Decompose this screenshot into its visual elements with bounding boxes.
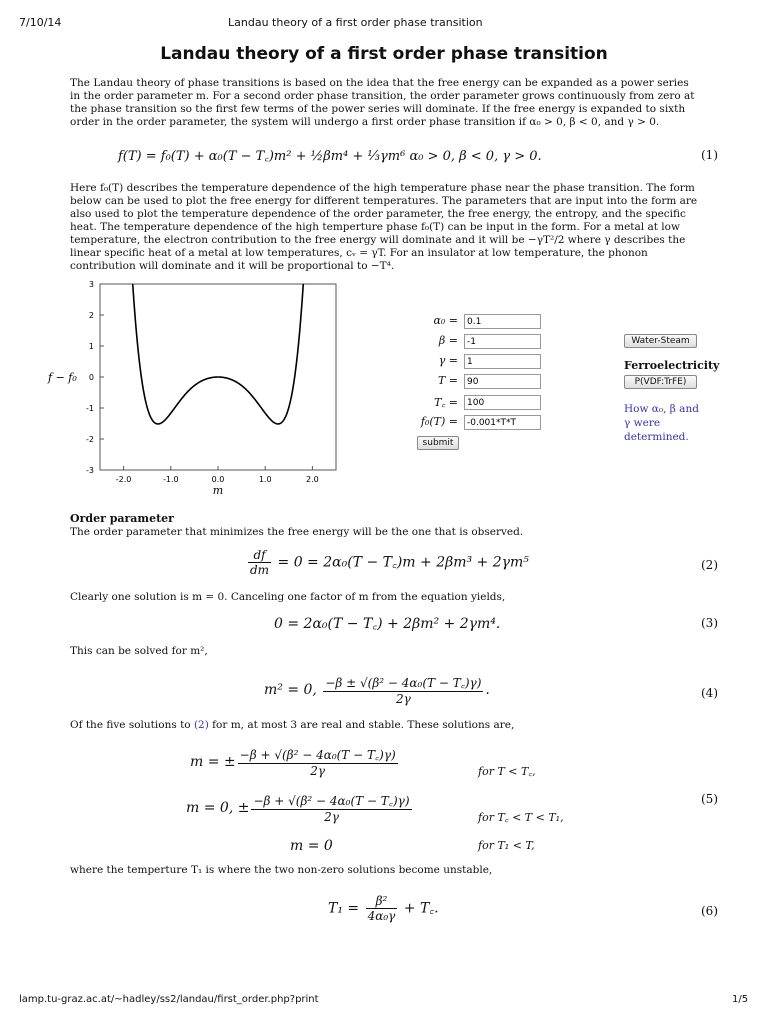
form-row-label: f₀(T) = <box>420 415 458 428</box>
form-row-label: T = <box>437 374 458 387</box>
equation-5-cond-1: for T < T꜀, <box>478 765 536 778</box>
form-row-label: β = <box>438 334 458 347</box>
equation-4-fraction: $\frac{\text{−β ± √(β² − 4α₀(T − T꜀)γ)}}{2\gamma}$ <box>325 676 482 706</box>
ferroelectricity-heading: Ferroelectricity <box>624 359 720 372</box>
form-row <box>410 395 570 411</box>
x-axis-label: m <box>212 484 224 497</box>
equation-6-left: T₁ = <box>328 900 360 917</box>
order-paragraph-5: where the temperture T₁ is where the two non-zero solutions become unstable, <box>70 864 493 876</box>
form-row <box>410 314 570 330</box>
equation-5-cond-3: for T₁ < T, <box>478 839 535 852</box>
equation-1-body: f(T) = f₀(T) + α₀(T − T꜀)m² + ½βm⁴ + ⅓γm⁶ α₀ > 0, β < 0, γ > 0. <box>118 149 542 164</box>
free-energy-chart <box>40 278 340 500</box>
form-row-input[interactable] <box>464 374 541 389</box>
form-row-input[interactable] <box>464 334 541 349</box>
order-paragraph-1: The order parameter that minimizes the free energy will be the one that is observed. <box>70 526 524 538</box>
y-tick-label: -2 <box>86 435 94 444</box>
form-row-label: α₀ = <box>433 314 458 327</box>
pvdf-button[interactable]: P(VDF:TrFE) <box>624 375 697 389</box>
order-paragraph-4a: Of the five solutions to <box>70 719 194 731</box>
order-paragraph-2: Clearly one solution is m = 0. Canceling one factor of m from the equation yields, <box>70 591 506 603</box>
equation-2-body: = 0 = 2α₀(T − T꜀)m + 2βm³ + 2γm⁵ <box>277 554 529 571</box>
order-paragraph-3: This can be solved for m², <box>70 645 208 657</box>
form-row-input[interactable] <box>464 395 541 410</box>
y-tick-label: 0 <box>88 373 94 382</box>
page-title: Landau theory of a first order phase transition <box>160 44 608 64</box>
form-row-input[interactable] <box>464 415 541 430</box>
form-row <box>410 354 570 370</box>
x-tick-label: -2.0 <box>115 475 132 484</box>
equation-5-number: (5) <box>701 792 718 806</box>
footer-page: 1/5 <box>732 994 749 1005</box>
order-parameter-heading: Order parameter <box>70 512 174 525</box>
form-row-label: T꜀ = <box>434 396 458 409</box>
equation-1 <box>70 146 718 168</box>
form-row-input[interactable] <box>464 354 541 369</box>
equation-3-number: (3) <box>701 616 718 630</box>
y-tick-label: 3 <box>88 280 94 289</box>
equation-4-left: m² = 0, <box>264 682 317 698</box>
submit-button[interactable]: submit <box>417 436 459 450</box>
water-steam-button[interactable]: Water-Steam <box>624 334 697 348</box>
equation-3-body: 0 = 2α₀(T − T꜀) + 2βm² + 2γm⁴. <box>274 616 501 632</box>
x-tick-label: 2.0 <box>306 475 319 484</box>
form-row-input[interactable] <box>464 314 541 329</box>
equation-6-right: + T꜀. <box>403 900 439 917</box>
equation-3 <box>70 614 718 634</box>
df-dm-fraction: $\frac{df}{dm}$ <box>250 548 270 577</box>
y-tick-label: -1 <box>86 404 94 413</box>
equation-4: m² = 0, $\frac{\text{−β ± √(β² − 4α₀(T − T꜀)γ)}}{2\gamma}$ . (4) <box>264 676 718 706</box>
x-tick-label: 1.0 <box>258 475 272 484</box>
equation-4-number: (4) <box>701 686 718 700</box>
y-axis-label: f − f₀ <box>48 371 77 384</box>
order-paragraph-4b: for m, at most 3 are real and stable. These solutions are, <box>208 719 515 731</box>
x-tick-label: -1.0 <box>162 475 179 484</box>
equation-6-fraction: $\frac{\text{β²}}{\text{4α₀γ}}$ <box>367 894 396 923</box>
equation-2 <box>70 548 718 584</box>
free-energy-curve <box>133 282 304 424</box>
form-row <box>410 374 570 390</box>
form-row-label: γ = <box>438 354 458 367</box>
y-tick-label: -3 <box>86 466 94 475</box>
paragraph-f0: Here f₀(T) describes the temperature dependence of the high temperature phase near the phase transition. The form below can be used to plot the free energy for different temperatures. The parameters that are input into the form are also used to plot the temperature dependence of the order parameter, the free energy, the entropy, and the specific heat. The temperature dependence of the high temperture phase f₀(T) can be input in the form. For a metal at low temperature, the electron contribution to the free energy will dominate and it will be −γT²/2 where γ describes the linear specific heat of a metal at low temperatures, cᵥ = γT. For an insulator at low temperature, the phonon contribution will dominate and it will be proportional to −T⁴. <box>70 182 698 272</box>
header-title: Landau theory of a first order phase transition <box>228 16 483 29</box>
equation-5-cond-2: for T꜀ < T < T₁, <box>478 811 564 824</box>
form-row <box>410 334 570 350</box>
y-tick-label: 2 <box>88 311 94 320</box>
equation-2-number: (2) <box>701 558 718 572</box>
intro-paragraph: The Landau theory of phase transitions is based on the idea that the free energy can be expanded as a power series in the order parameter m. For a second order phase transition, the order parameter grows continuously from zero at the phase transition so the first few terms of the power series will dominate. If the free energy is expanded to sixth order in the order parameter, the system will undergo a first order phase transition if α₀ > 0, β < 0, and γ > 0. <box>70 77 695 128</box>
parameters-link[interactable]: How α₀, β and γ were determined. <box>624 403 699 443</box>
form-row <box>410 415 570 431</box>
equation-6-number: (6) <box>701 904 718 918</box>
equation-5: m = ± $\frac{\text{−β + √(β² − 4α₀(T − T꜀)γ)}}{2\gamma}$ m = 0, ± $\frac{\text{−β + √(β² − 4α₀(T − T꜀)γ)}}{2\gamma}$ m = 0 for T < T꜀, for T꜀ < T < T₁, for T₁ < T, (5) <box>186 748 718 854</box>
equation-5-m0: m = 0 <box>290 838 333 854</box>
header-date: 7/10/14 <box>19 16 62 29</box>
equation-6 <box>70 886 718 930</box>
footer-url: lamp.tu-graz.ac.at/~hadley/ss2/landau/first_order.php?print <box>19 994 319 1005</box>
equation-1-number: (1) <box>701 148 718 162</box>
equation-2-link[interactable]: (2) <box>193 719 209 731</box>
y-tick-label: 1 <box>88 342 94 351</box>
x-tick-label: 0.0 <box>211 475 225 484</box>
